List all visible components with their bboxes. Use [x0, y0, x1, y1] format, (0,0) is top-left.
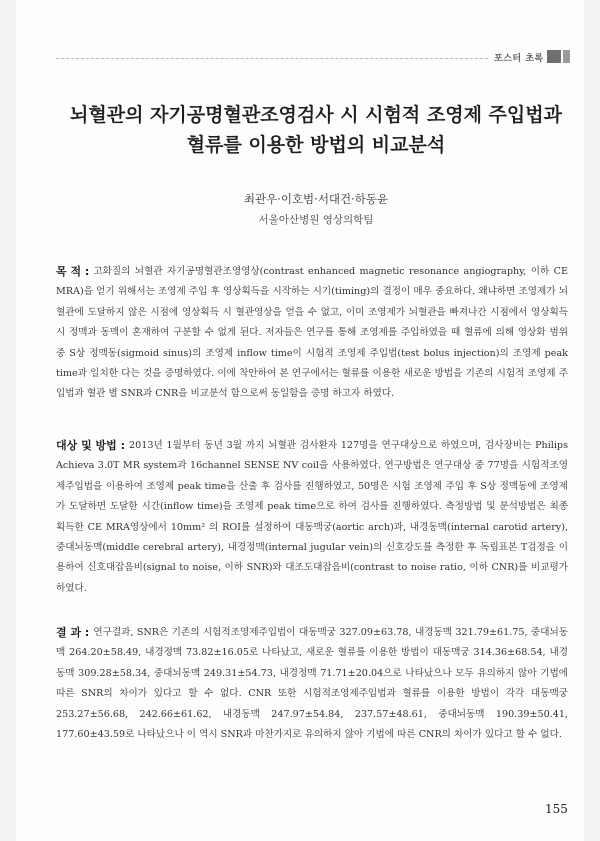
results-text: 연구결과, SNR은 기존의 시험적조영제주입법이 대동맥궁 327.09±63.78, 내경동맥 321.79±61.75, 중대뇌동맥 264.20±58.49, 내경정맥 73.82±16.05로 나타났고, 새로운 혈류를 이용한 방법이 대동맥궁 314.36±68.54, 내경동맥 309.28±58.34, 중대뇌동맥 249.31±54.73, 내경정맥 71.71±20.04으로 나타났으나 모두 유의하지 않아 기법에 따른 SNR의 차이가 있다고 할 수 없다. CNR 또한 시험적조영제주입법과 혈류를 이용한 방법이 각각 대동맥궁 253.27±56.68, 242.66±61.62, 내경동맥 247.97±54.84, 237.57±48.61, 중대뇌동맥 190.39±50.41, 177.60±43.59로 나타났으나 이 역시 SNR과 마찬가지로 유의하지 않아 기법에 따른 CNR의 차이가 있다고 할 수 없다.	[56, 627, 568, 741]
header-marker-light	[563, 50, 570, 63]
author-list: 최관우·이호범·서대건·하동윤	[243, 192, 389, 206]
page	[16, 0, 584, 841]
paper-title	[56, 100, 576, 160]
results-label: 결 과 :	[56, 626, 90, 639]
methods-label: 대상 및 방법 :	[56, 439, 126, 452]
section-results	[56, 623, 568, 745]
header-divider	[56, 58, 488, 59]
title-line-2: 혈류를 이용한 방법의 비교분석	[186, 134, 446, 156]
section-methods	[56, 436, 568, 599]
page-number: 155	[545, 802, 568, 816]
affiliation: 서울아산병원 영상의학팀	[258, 214, 374, 226]
header-marker-dark	[547, 50, 561, 63]
methods-text: 2013년 1월부터 동년 3월 까지 뇌혈관 검사환자 127명을 연구대상으로 하였으며, 검사장비는 Philips Achieva 3.0T MR system과 16channel SENSE NV coil을 사용하였다. 연구방법은 연구대상 중 77명을 시험적조영제주입법을 이용하여 조영제 peak time을 산출 후 검사를 진행하였고, 50명은 시험 조영제 주입 후 S상 정맥동에 조영제가 도달하면 도달한 시간(inflow time)을 조영제 peak time으로 하여 검사를 진행하였다. 측정방법 및 분석방법은 최종 획득한 CE MRA영상에서 10mm² 의 ROI를 설정하여 대동맥궁(aortic arch)과, 내경동맥(internal carotid artery), 중대뇌동맥(middle cerebral artery), 내경정맥(internal jugular vein)의 신호강도를 측정한 후 독립표본 T검정을 이용하여 신호대잡음비(signal to noise, 이하 SNR)와 대조도대잡음비(contrast to noise ratio, 이하 CNR)를 비교평가 하였다.	[56, 440, 568, 594]
section-purpose	[56, 262, 568, 405]
purpose-label: 목 적 :	[56, 265, 90, 278]
title-line-1: 뇌혈관의 자기공명혈관조영검사 시 시험적 조영제 주입법과	[70, 104, 562, 126]
section-header-label: 포스터 초록	[494, 54, 544, 64]
purpose-text: 고화질의 뇌혈관 자기공명혈관조영영상(contrast enhanced magnetic resonance angiography, 이하 CE MRA)을 얻기 위해서는 조영제 주입 후 영상획득을 시작하는 시기(timing)의 결정이 매우 중요하다. 왜냐하면 조영제가 뇌혈관에 도달하지 않은 시점에 영상획득 시 혈관영상을 얻을 수 없고, 이미 조영제가 뇌혈관을 빠져나간 시점에서 영상획득 시 정맥과 동맥이 혼재하여 구분할 수 없게 된다. 저자들은 연구를 통해 조영제를 주입하였을 때 혈류에 의해 영상화 범위 중 S상 정맥동(sigmoid sinus)의 조영제 inflow time이 시험적 조영제 주입법(test bolus injection)의 조영제 peak time과 일치한 다는 것을 증명하였다. 이에 착안하여 본 연구에서는 혈류를 이용한 새로운 방법을 기존의 시험적 조영제 주입법과 혈관 별 SNR과 CNR을 비교분석 함으로써 동일함을 증명 하고자 하였다.	[56, 266, 568, 400]
